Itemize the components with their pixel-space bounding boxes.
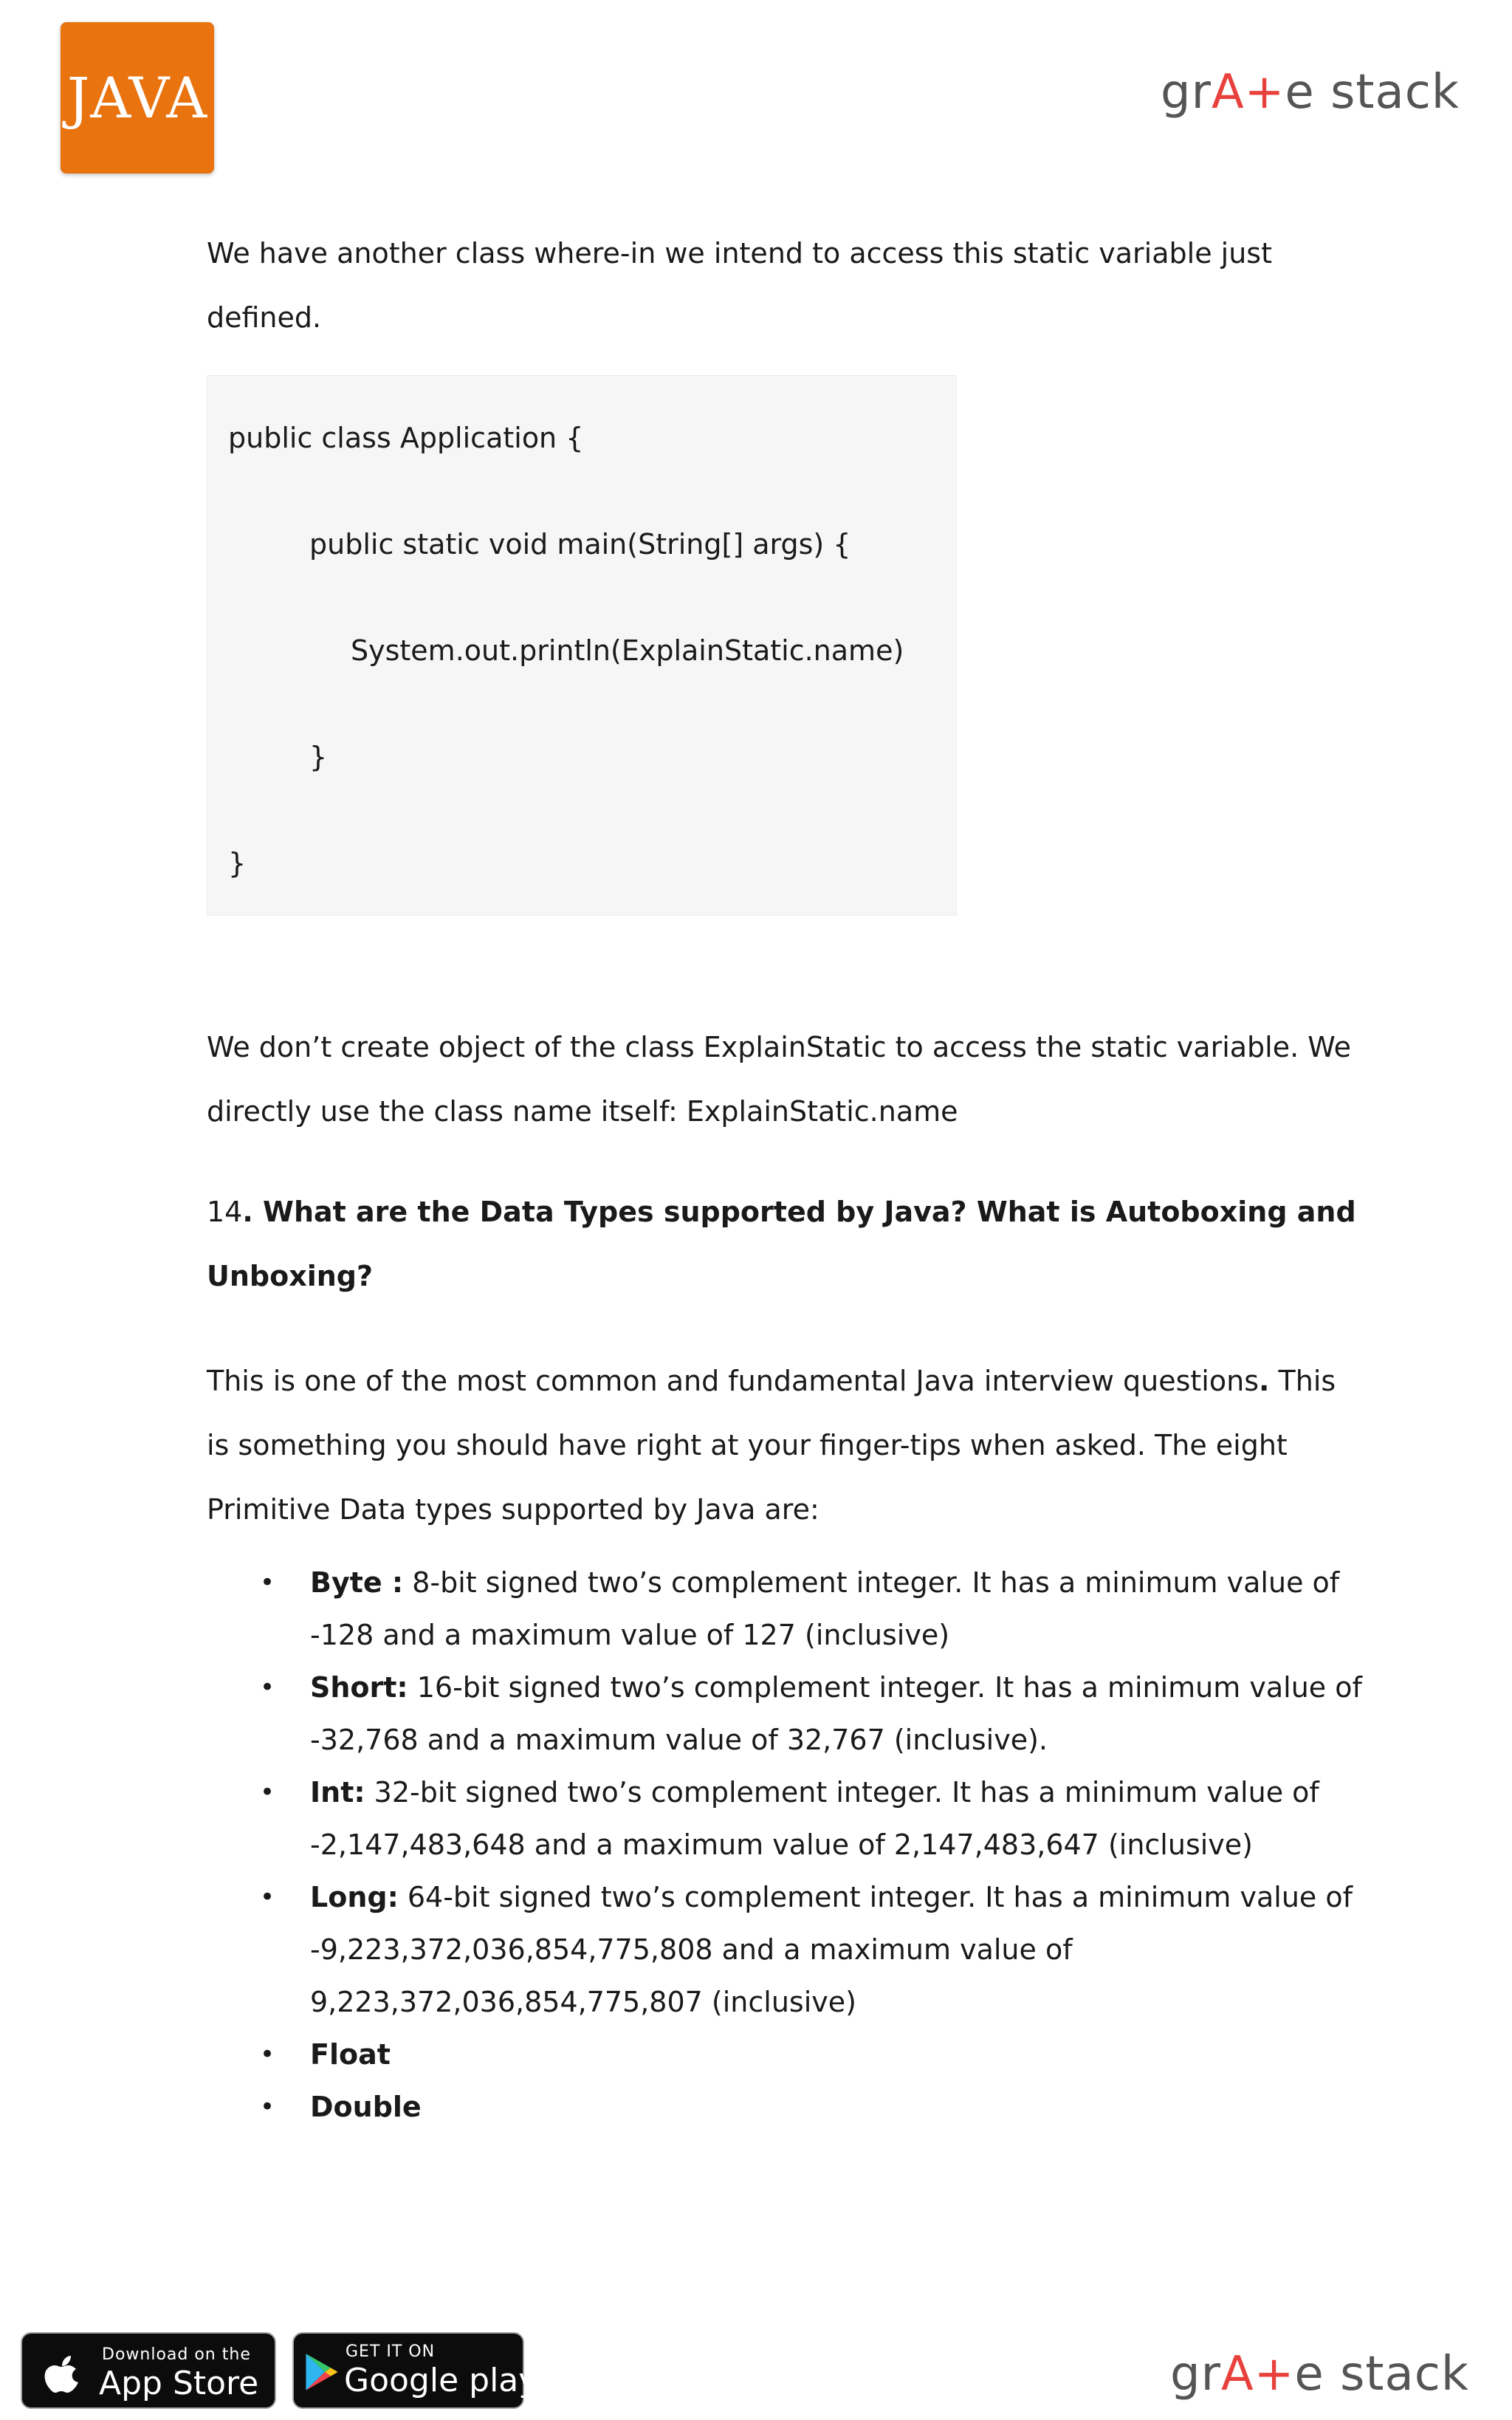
brand-text-plus: A+ (1211, 65, 1285, 120)
type-description: 64-bit signed two’s complement integer. It has a minimum value of -9,223,372,036,854,775,808 and a maximum value of 9,223,372,036,854,775,807 (inclusive) (310, 1881, 1353, 2018)
type-name: Float (310, 2038, 391, 2071)
type-description: 32-bit signed two’s complement integer. It has a minimum value of -2,147,483,648 and a maximum value of 2,147,483,647 (inclusive) (310, 1776, 1319, 1861)
google-play-big-text: Google play (344, 2362, 538, 2399)
brand-text-right: e stack (1285, 65, 1460, 120)
type-name: Byte : (310, 1566, 404, 1599)
question-number: 14 (207, 1196, 243, 1228)
list-item (207, 2081, 1388, 2133)
explanation-paragraph: We don’t create object of the class ExplainStatic to access the static variable. We directly use the class name itself: ExplainStatic.name (207, 1031, 1351, 1128)
type-description: 16-bit signed two’s complement integer. It has a minimum value of -32,768 and a maximum value of 32,767 (inclusive). (310, 1671, 1362, 1756)
code-line: } (309, 741, 328, 773)
question-heading (207, 1180, 1373, 1309)
brand-text-left: gr (1161, 65, 1212, 120)
java-logo-text: JAVA (66, 65, 208, 131)
answer-text-bold: . (1259, 1365, 1270, 1397)
google-play-small-text: GET IT ON (346, 2342, 436, 2361)
list-item (207, 1557, 1388, 1662)
list-item (207, 1871, 1388, 2029)
list-item (207, 1766, 1388, 1871)
code-line: public static void main(String[] args) { (309, 528, 851, 561)
app-store-badge[interactable] (21, 2332, 276, 2409)
brand-text-left: gr (1170, 2347, 1221, 2402)
type-name: Short: (310, 1671, 408, 1704)
answer-paragraph (207, 1349, 1358, 1542)
app-store-small-text: Download on the (102, 2345, 251, 2364)
list-item (207, 2029, 1388, 2081)
type-name: Double (310, 2091, 422, 2123)
code-block (207, 375, 957, 916)
type-description: 8-bit signed two’s complement integer. It has a minimum value of -128 and a maximum value of 127 (inclusive) (310, 1566, 1340, 1651)
type-name: Long: (310, 1881, 399, 1913)
code-line: System.out.println(ExplainStatic.name) (351, 634, 904, 667)
java-logo (61, 22, 214, 174)
gradestack-logo (1161, 65, 1460, 120)
google-play-badge[interactable] (292, 2332, 538, 2409)
brand-text-right: e stack (1294, 2347, 1469, 2402)
intro-paragraph: We have another class where-in we intend to access this static variable just defined. (207, 237, 1272, 334)
question-title: . What are the Data Types supported by Java? What is Autoboxing and Unboxing? (207, 1196, 1356, 1292)
answer-text-2: This is something you should have right at your finger-tips when asked. The eight Primitive Data types supported by Java are: (207, 1365, 1336, 1526)
data-types-list (207, 1557, 1388, 2133)
gradestack-logo (1170, 2347, 1469, 2402)
type-name: Int: (310, 1776, 365, 1809)
brand-text-plus: A+ (1220, 2347, 1295, 2402)
answer-text-1: This is one of the most common and fundamental Java interview questions (207, 1365, 1259, 1397)
code-line: } (228, 847, 247, 880)
play-store-icon (301, 2350, 343, 2394)
code-line: public class Application { (228, 422, 584, 454)
apple-icon (37, 2347, 89, 2399)
app-store-big-text: App Store (99, 2365, 259, 2402)
list-item (207, 1662, 1388, 1766)
